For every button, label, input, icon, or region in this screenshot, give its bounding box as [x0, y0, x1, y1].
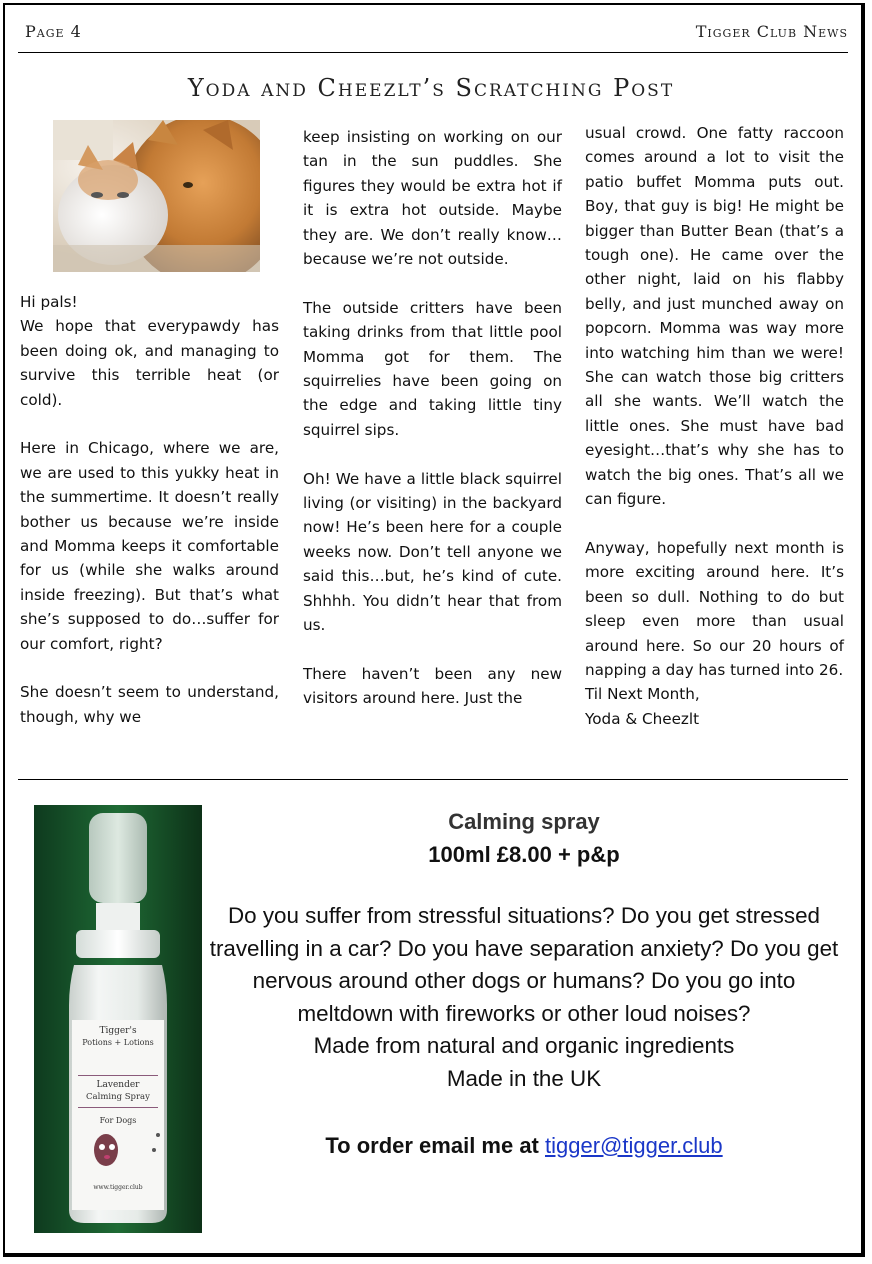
bottle-brand-line1: Tigger's — [99, 1026, 137, 1036]
page-number: Page 4 — [25, 22, 82, 41]
bottle-product-line1: Lavender — [96, 1080, 140, 1090]
paragraph: There haven’t been any new visitors around here. Just the — [303, 664, 562, 708]
paragraph: The outside critters have been taking drinks from that little pool Momma got for them. The squirrelies have been going on the edge and taking little tiny squirrel sips. — [303, 298, 562, 439]
paragraph: Here in Chicago, where we are, we are used to this yukky heat in the summertime. It doesn’t really bother us because we’re inside and Momma keeps it comfortable for us (while she walks around inside freezing). But that’s what she’s supposed to do…suffer for our comfort, right? — [20, 439, 279, 653]
paragraph: We hope that everypawdy has been doing ok, and managing to survive this terrible heat (or cold). — [20, 317, 279, 409]
ad-ingredients: Made from natural and organic ingredients — [313, 1033, 735, 1059]
calming-spray-photo — [34, 805, 202, 1233]
signature: Yoda & Cheezlt — [585, 709, 700, 728]
ad-title: Calming spray — [448, 809, 600, 834]
bottle-website: www.tigger.club — [93, 1184, 143, 1191]
greeting: Hi pals! — [20, 293, 78, 311]
paragraph: Anyway, hopefully next month is more exciting around here. It’s been so dull. Nothing to do but sleep even more than usual around here. So our 20 hours of napping a day has turned into 26. — [585, 538, 844, 679]
order-text: To order email me at — [325, 1132, 545, 1158]
order-email-link[interactable]: tigger@tigger.club — [545, 1132, 723, 1158]
article-column-2 — [303, 125, 562, 711]
paragraph: Oh! We have a little black squirrel living (or visiting) in the backyard now! He’s been here for a couple weeks now. Don’t tell anyone we said this…but, he’s kind of cute. Shhhh. You didn’t hear that from us. — [303, 469, 562, 635]
bottle-audience: For Dogs — [99, 1116, 137, 1125]
order-line — [205, 1131, 843, 1161]
ad-price: 100ml £8.00 + p&p — [428, 842, 620, 867]
article-column-1 — [20, 290, 279, 729]
paragraph: keep insisting on working on our tan in the sun puddles. She figures they would be extra hot if it is extra hot outside. Maybe they are. We don’t really know…because we’re not outside. — [303, 128, 562, 269]
bottle-brand-line2: Potions + Lotions — [82, 1038, 154, 1047]
header-rule — [18, 52, 848, 53]
sign-off: Til Next Month, — [585, 685, 700, 704]
running-head — [20, 22, 848, 46]
article-column-3 — [585, 121, 844, 731]
cats-photo — [53, 120, 260, 272]
bottle-product-line2: Calming Spray — [86, 1092, 150, 1102]
ad-questions: Do you suffer from stressful situations? Do you get stressed travelling in a car? Do you have separation anxiety? Do you get nervous around other dogs or humans? Do you go into meltdown with fireworks or other loud noises? — [209, 903, 839, 1026]
section-rule — [18, 779, 848, 780]
article-title: Yoda and Cheezlt’s Scratching Post — [187, 74, 675, 102]
paragraph: usual crowd. One fatty raccoon comes around a lot to visit the patio buffet Momma puts out. Boy, that guy is big! He might be bigger than Butter Bean (that’s a tough one). He came over the other night, laid on his flabby belly, and just munched away on popcorn. Momma was way more into watching him than we were! She can watch those big critters all she wants. We’ll watch the little ones. She must have bad eyesight…that’s why she has to watch the big ones. That’s all we can figure. — [585, 124, 844, 509]
calming-spray-ad — [205, 805, 843, 1161]
publication-name: Tigger Club News — [695, 22, 848, 41]
paragraph: She doesn’t seem to understand, though, why we — [20, 683, 279, 726]
ad-body — [205, 900, 843, 1096]
ad-origin: Made in the UK — [446, 1065, 602, 1091]
